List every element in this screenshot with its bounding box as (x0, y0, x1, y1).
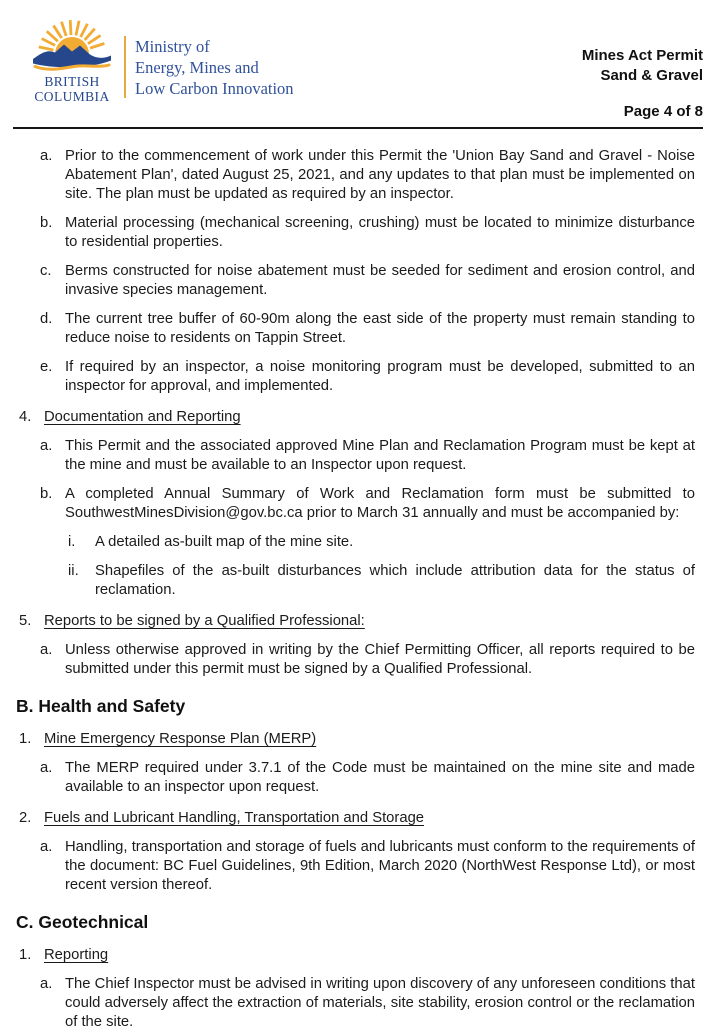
list-item-text: The Chief Inspector must be advised in writing upon discovery of any unforeseen conditions that could adversely affect the extraction of materials, site stability, erosion control or the reclamation of the site. (65, 976, 695, 1030)
list-item-marker: b. (40, 215, 53, 231)
bc-government-logo (26, 14, 118, 104)
heading-label: Fuels and Lubricant Handling, Transportation and Storage (44, 810, 425, 826)
numbered-heading (0, 730, 695, 749)
heading-number: 1. (19, 731, 32, 747)
list-item-text: Handling, transportation and storage of fuels and lubricants must conform to the requirements of the document: BC Fuel Guidelines, 9th Edition, March 2020 (NorthWest Response Ltd), or most recent version thereof. (65, 839, 695, 893)
logo-wordmark-line2: COLUMBIA (34, 89, 110, 104)
heading-number: 1. (19, 947, 32, 963)
ministry-line: Energy, Mines and (135, 58, 259, 77)
heading-number: 2. (19, 810, 32, 826)
document-title (582, 46, 703, 86)
page-header (0, 0, 716, 120)
section-heading: B. Health and Safety (16, 696, 186, 716)
list-item (0, 641, 695, 679)
numbered-heading (0, 408, 695, 427)
bc-government-brand (26, 14, 294, 104)
list-item-text: Shapefiles of the as-built disturbances which include attribution data for the status of reclamation. (95, 563, 695, 598)
heading-label: Mine Emergency Response Plan (MERP) (44, 731, 317, 747)
list-item-text: This Permit and the associated approved Mine Plan and Reclamation Program must be kept at the mine and must be available to an Inspector upon request. (65, 438, 695, 473)
list-item-marker: a. (40, 642, 53, 658)
list-item (0, 358, 695, 396)
list-item-text: A detailed as-built map of the mine site. (95, 534, 354, 550)
list-item-marker: b. (40, 486, 53, 502)
list-item (0, 838, 695, 895)
list-item-marker: ii. (68, 563, 79, 579)
section-heading: C. Geotechnical (16, 912, 149, 932)
list-item-text: A completed Annual Summary of Work and Reclamation form must be submitted to SouthwestMinesDivision@gov.bc.ca prior to March 31 annually and must be accompanied by: (65, 486, 695, 521)
list-item-marker: a. (40, 438, 53, 454)
heading-label: Reporting (44, 947, 109, 963)
numbered-heading (0, 946, 695, 965)
document-meta (582, 14, 703, 120)
numbered-heading (0, 612, 695, 631)
list-item-text: The MERP required under 3.7.1 of the Code must be maintained on the mine site and made available to an inspector upon request. (65, 760, 695, 795)
list-item-marker: c. (40, 263, 52, 279)
list-item (0, 437, 695, 475)
list-item-marker: d. (40, 311, 53, 327)
list-item (0, 214, 695, 252)
permit-conditions (0, 129, 716, 1032)
list-item-marker: i. (68, 534, 76, 550)
list-item-text: The current tree buffer of 60-90m along the east side of the property must remain standing to reduce noise to residents on Tappin Street. (65, 311, 695, 346)
ministry-line: Low Carbon Innovation (135, 79, 294, 98)
logo-wordmark (34, 74, 109, 104)
list-item-text: Prior to the commencement of work under this Permit the 'Union Bay Sand and Gravel - Noise Abatement Plan', dated August 25, 2021, and any updates to that plan must be implemented on site. The plan must be updated as required by an inspector. (65, 148, 695, 202)
document-title-line1: Mines Act Permit (581, 47, 703, 64)
list-item-text: Berms constructed for noise abatement must be seeded for sediment and erosion control, and invasive species management. (65, 263, 695, 298)
list-item-text: If required by an inspector, a noise monitoring program must be developed, submitted to an inspector for approval, and implemented. (65, 359, 695, 394)
list-item (0, 975, 695, 1032)
page-indicator: Page 4 of 8 (623, 103, 703, 120)
bc-sun-mountains-icon (28, 14, 116, 72)
list-item-marker: a. (40, 148, 53, 164)
heading-number: 4. (19, 409, 32, 425)
list-item (0, 262, 695, 300)
list-item-marker: e. (40, 359, 53, 375)
list-item-text: Unless otherwise approved in writing by the Chief Permitting Officer, all reports required to be submitted under this permit must be signed by a Qualified Professional. (65, 642, 695, 677)
list-item (0, 562, 695, 600)
list-item-marker: a. (40, 976, 53, 992)
header-gold-divider (124, 36, 126, 98)
numbered-heading (0, 809, 695, 828)
list-item (0, 533, 695, 552)
list-item (0, 310, 695, 348)
list-item-marker: a. (40, 760, 53, 776)
list-item (0, 147, 695, 204)
heading-label: Documentation and Reporting (44, 409, 241, 425)
list-item (0, 759, 695, 797)
document-title-line2: Sand & Gravel (600, 67, 703, 84)
list-item (0, 485, 695, 523)
heading-label: Reports to be signed by a Qualified Professional: (44, 613, 365, 629)
ministry-name (135, 14, 294, 99)
heading-number: 5. (19, 613, 32, 629)
ministry-line: Ministry of (135, 37, 210, 56)
logo-wordmark-line1: BRITISH (44, 74, 100, 89)
list-item-text: Material processing (mechanical screening, crushing) must be located to minimize disturbance to residential properties. (65, 215, 695, 250)
list-item-marker: a. (40, 839, 53, 855)
